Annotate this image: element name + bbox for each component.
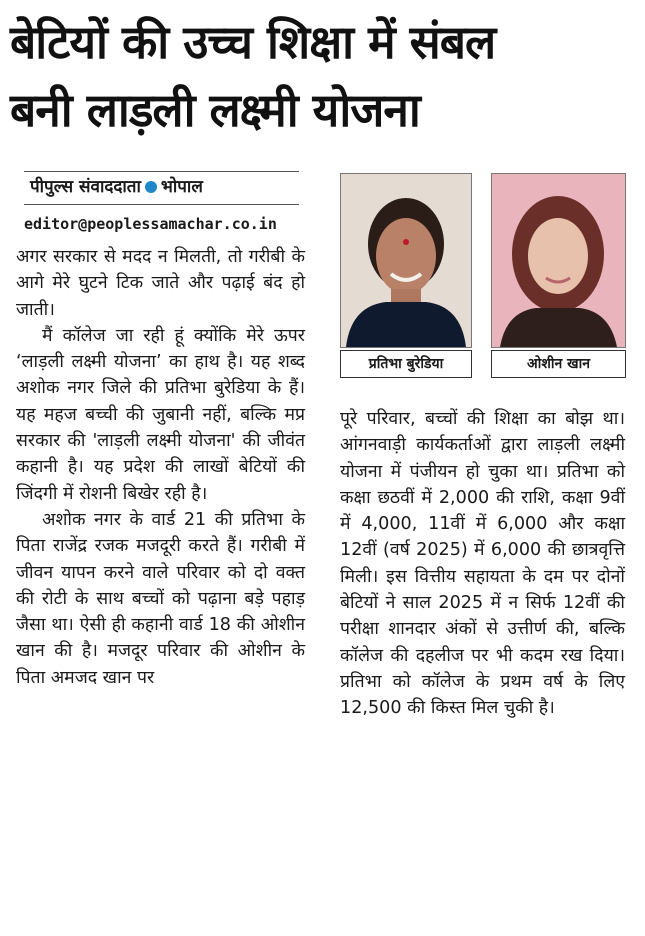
byline-city: भोपाल [160, 177, 203, 197]
headline-line-1: बेटियों की उच्च शिक्षा में संबल [10, 15, 496, 69]
article-column-2 [340, 406, 625, 722]
headline-line-2: बनी लाड़ली लक्ष्मी योजना [10, 83, 420, 137]
photo-caption-pratibha: प्रतिभा बुरेडिया [340, 350, 472, 378]
paragraph: मैं कॉलेज जा रही हूं क्योंकि मेरे ऊपर ‘लाड़ली लक्ष्मी योजना’ का हाथ है। यह शब्द अशोक नगर जिले की प्रतिभा बुरेडिया के हैं। यह महज बच्ची की जुबानी नहीं, बल्कि मप्र सरकार की 'लाड़ली लक्ष्मी योजना' की जीवंत कहानी है। यह प्रदेश की लाखों बेटियों की जिंदगी में रोशनी बिखेर रही है। [16, 325, 305, 504]
photo-caption-oshin: ओशीन खान [491, 350, 626, 378]
byline-reporter: पीपुल्स संवाददाता [30, 177, 141, 197]
email-address: editor@peoplessamachar.co.in [24, 215, 277, 233]
bullet-dot-icon [145, 181, 157, 193]
photo-pratibha [340, 173, 472, 348]
paragraph: अशोक नगर के वार्ड 21 की प्रतिभा के पिता राजेंद्र रजक मजदूरी करते हैं। गरीबी में जीवन यापन करने वाले परिवार को दो वक्त की रोटी के साथ बच्चों को पढ़ाना बड़े पहाड़ जैसा था। ऐसी ही कहानी वार्ड 18 की ओशीन खान की है। मजदूर परिवार की ओशीन के पिता अमजद खान पर [16, 509, 305, 688]
byline-top-rule [24, 171, 299, 172]
photo-oshin [491, 173, 626, 348]
paragraph: अगर सरकार से मदद न मिलती, तो गरीबी के आगे मेरे घुटने टिक जाते और पढ़ाई बंद हो जाती। [16, 247, 305, 320]
byline-bottom-rule [24, 204, 299, 205]
article-column-1 [16, 244, 305, 691]
byline [30, 174, 203, 197]
portrait-icon [341, 174, 471, 347]
portrait-icon [492, 174, 625, 347]
paragraph: पूरे परिवार, बच्चों की शिक्षा का बोझ था। आंगनवाड़ी कार्यकर्ताओं द्वारा लाड़ली लक्ष्मी योजना में पंजीयन हो चुका था। प्रतिभा को कक्षा छठवीं में 2,000 की राशि, कक्षा 9वीं में 4,000, 11वीं में 6,000 और कक्षा 12वीं (वर्ष 2025) में 6,000 की छात्रवृत्ति मिली। इस वित्तीय सहायता के दम पर दोनों बेटियों ने साल 2025 में न सिर्फ 12वीं की परीक्षा शानदार अंकों से उत्तीर्ण की, बल्कि कॉलेज की दहलीज पर भी कदम रख दिया। प्रतिभा को कॉलेज के प्रथम वर्ष के लिए 12,500 की किस्त मिल चुकी है। [340, 409, 625, 719]
headline [10, 8, 635, 144]
